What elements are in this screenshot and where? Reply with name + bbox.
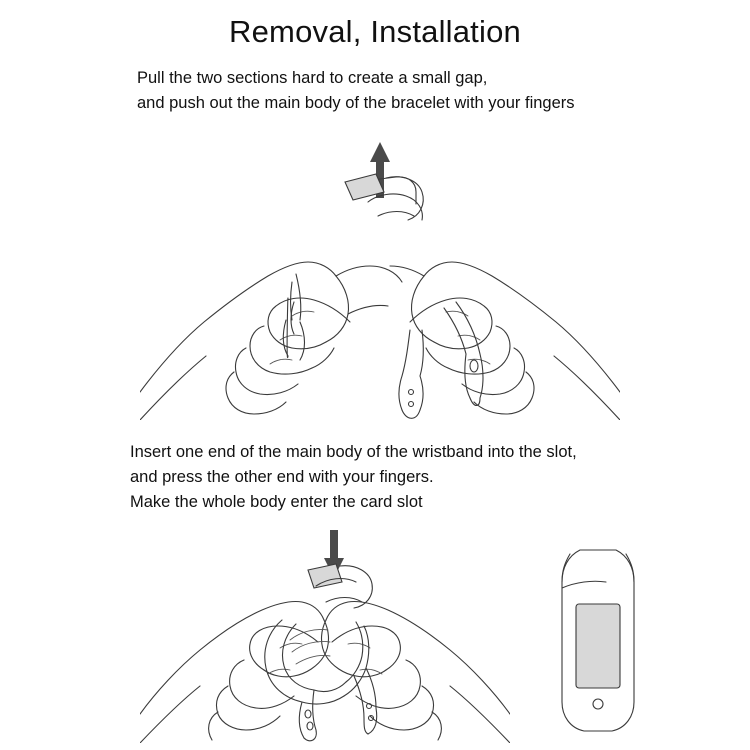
- installation-caption-line-2: and press the other end with your fingers.: [130, 468, 434, 486]
- installation-caption-line-3: Make the whole body enter the card slot: [130, 493, 423, 511]
- bracelet-button: [593, 699, 603, 709]
- removal-illustration: [140, 130, 620, 420]
- right-hand: [390, 262, 620, 420]
- installation-caption-line-1: Insert one end of the main body of the wristband into the slot,: [130, 443, 577, 461]
- installation-caption: [130, 440, 577, 515]
- page-title: Removal, Installation: [229, 14, 521, 49]
- strap-tail-right: [444, 302, 483, 406]
- left-hand: [140, 262, 402, 420]
- strap-end-left: [283, 274, 304, 360]
- removal-caption: [137, 66, 575, 116]
- removal-caption-line-2: and push out the main body of the bracelet with your fingers: [137, 94, 575, 112]
- installation-illustration: [140, 528, 510, 743]
- left-hand-install: [140, 601, 329, 743]
- wristband-strap-loop: [265, 620, 377, 741]
- assembled-bracelet-figure: [548, 548, 648, 733]
- bracelet-main-body: [345, 174, 423, 220]
- removal-caption-line-1: Pull the two sections hard to create a small gap,: [137, 69, 488, 87]
- bracelet-screen: [576, 604, 620, 688]
- strap-end-right: [399, 330, 423, 418]
- bracelet-main-body-inserting: [308, 564, 372, 608]
- right-hand-install: [322, 601, 511, 743]
